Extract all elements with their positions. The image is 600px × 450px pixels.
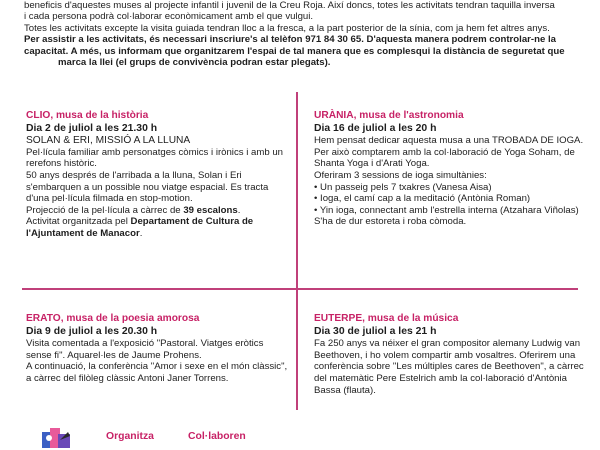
- clio-section: [26, 110, 288, 240]
- euterpe-date: Dia 30 de juliol a les 21 h: [314, 325, 437, 337]
- intro-text: [24, 0, 584, 68]
- intro-line: Per assistir a les activitats, és necessari inscriure's al telèfon 971 84 30 65. D'aquesta manera podrem controlar-ne la: [24, 34, 556, 46]
- erato-date: Dia 9 de juliol a les 20.30 h: [26, 325, 158, 337]
- intro-line: beneficis d'aquestes muses al projecte infantil i juvenil de la Creu Roja. Així doncs, totes les activitats tendran taquilla inversa: [24, 0, 555, 11]
- intro-line: capacitat. A més, us informam que organitzarem l'espai de tal manera que es complesqui la distància de seguretat que: [24, 45, 565, 57]
- urania-description: Oferiram 3 sessions de ioga simultànies:: [314, 169, 487, 181]
- euterpe-heading: EUTERPE, musa de la música: [314, 313, 459, 324]
- erato-description: A continuació, la conferència "Amor i sexe en el món clàssic", a càrrec del filòleg clàssic Antoni Janer Torrens.: [26, 361, 288, 384]
- clio-date: Dia 2 de juliol a les 21.30 h: [26, 122, 158, 134]
- clio-organizer-text: Activitat organitzada pel: [26, 216, 131, 228]
- clio-projection-company: 39 escalons: [183, 204, 238, 216]
- footer: [40, 426, 580, 450]
- grid-horizontal-divider: [22, 288, 578, 290]
- clio-heading: CLIO, musa de la història: [26, 110, 149, 121]
- erato-section: [26, 313, 288, 385]
- intro-line: marca la llei (el grups de convivència podran estar plegats).: [58, 57, 331, 69]
- urania-description: Hem pensat dedicar aquesta musa a una TROBADA DE IOGA. Per això comptarem amb la col·laboració de Yoga Soham, de Shanta Yoga i d'Arati Yoga.: [314, 135, 584, 170]
- erato-description: Visita comentada a l'exposició "Pastoral. Viatges eròtics sense fi". Aquarel·les de Jaume Prohens.: [26, 338, 264, 361]
- intro-line: i cada persona podrà col·laborar econòmicament amb el que vulgui.: [24, 11, 314, 23]
- urania-date: Dia 16 de juliol a les 20 h: [314, 122, 437, 134]
- organizer-logo-icon: [40, 426, 74, 450]
- erato-heading: ERATO, musa de la poesia amorosa: [26, 313, 200, 324]
- organitza-label: Organitza: [106, 431, 154, 442]
- clio-projection-end: .: [237, 204, 241, 216]
- clio-description: 50 anys després de l'arribada a la lluna, Solan i Eri s'embarquen a un possible nou viatge espacial. Es tracta d'una pel·lícula filmada en stop-motion.: [26, 169, 269, 205]
- clio-subtitle: SOLAN & ERI, MISSIÓ A LA LLUNA: [26, 135, 191, 147]
- euterpe-section: [314, 313, 584, 396]
- clio-projection: [26, 205, 288, 217]
- collaboren-label: Col·laboren: [188, 431, 246, 442]
- clio-organizer: [26, 216, 288, 239]
- grid-vertical-divider: [296, 92, 298, 410]
- urania-list-item: • Yin ioga, connectant amb l'estrella interna (Atzahara Viñolas): [314, 204, 579, 216]
- euterpe-description: Fa 250 anys va néixer el gran compositor alemany Ludwig van Beethoven, i ho volem compartir amb vosaltres. Oferirem una conferència sobre "Les múltiples cares de Beethoven", a càrrec del matemàtic Pere Estelrich amb la col·laboració d'Antònia Bassa (flauta).: [314, 338, 584, 396]
- urania-section: [314, 110, 584, 228]
- clio-projection-text: Projecció de la pel·lícula a càrrec de: [26, 204, 184, 216]
- urania-list-item: • Ioga, el camí cap a la meditació (Antònia Roman): [314, 193, 531, 205]
- clio-description: Pel·lícula familiar amb personatges còmics i irònics i amb un rerefons històric.: [26, 146, 283, 170]
- urania-list-item: • Un passeig pels 7 txakres (Vanesa Aisa): [314, 181, 492, 193]
- urania-heading: URÀNIA, musa de l'astronomia: [314, 110, 464, 121]
- intro-line: Totes les activitats excepte la visita guiada tendran lloc a la fresca, a la part posterior de la sínia, com ja hem fet altres anys.: [24, 22, 550, 34]
- clio-organizer-name: Departament de Cultura de l'Ajuntament de Manacor: [26, 216, 254, 239]
- clio-organizer-end: .: [139, 227, 143, 239]
- urania-note: S'ha de dur estoreta i roba còmoda.: [314, 216, 467, 228]
